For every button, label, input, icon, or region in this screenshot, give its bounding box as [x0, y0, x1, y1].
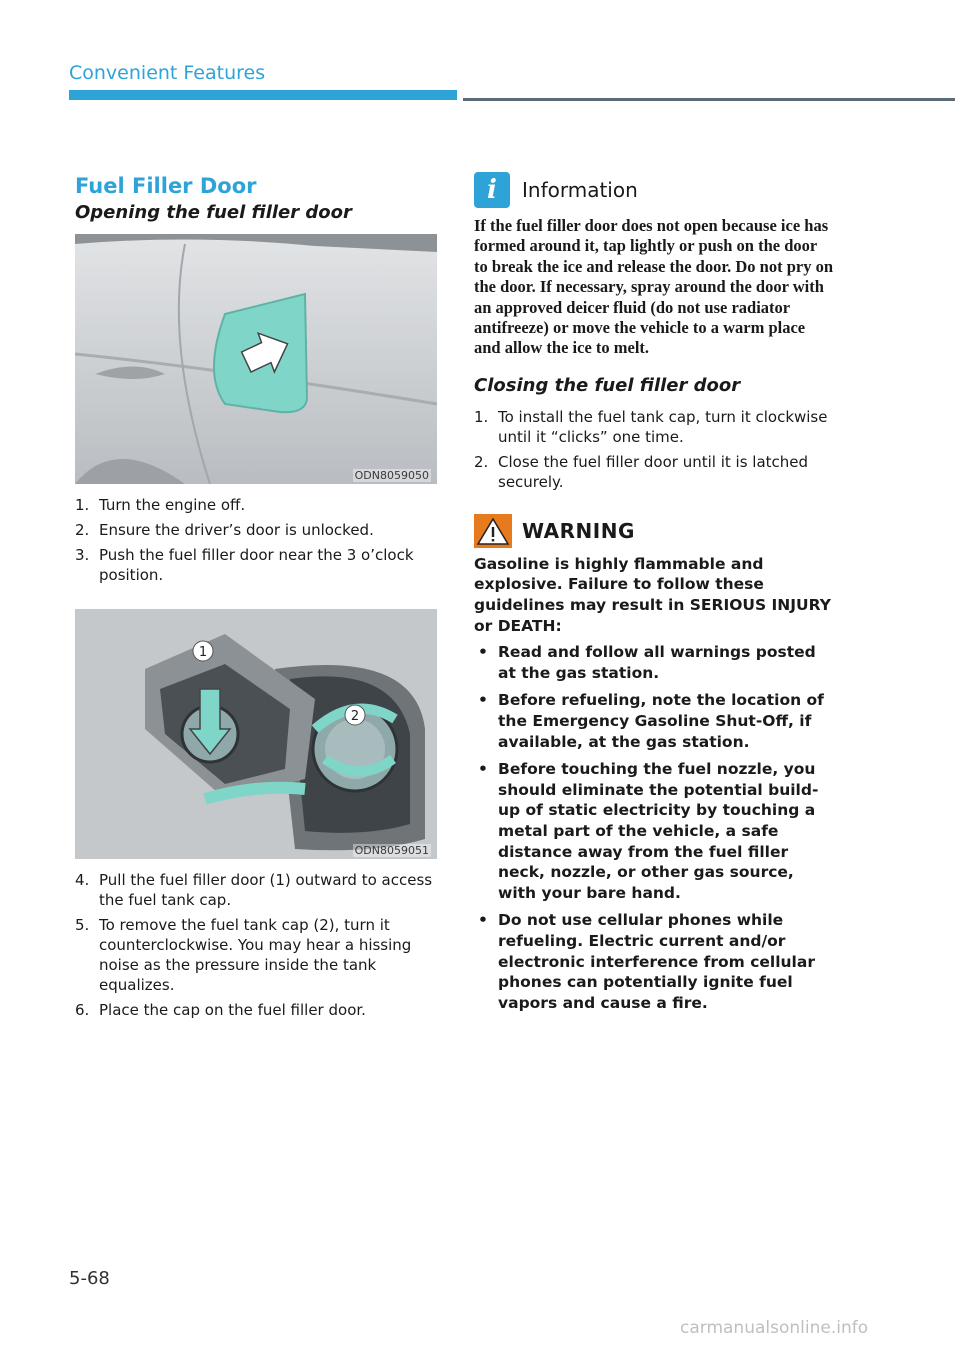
step-text: To remove the fuel tank cap (2), turn it counterclockwise. You may hear a hissing noise as the pressure inside the tank equalizes. — [99, 916, 412, 994]
closing-steps-list — [474, 407, 834, 492]
step-text: To install the fuel tank cap, turn it clockwise until it “clicks” one time. — [498, 407, 828, 446]
step-text: Pull the fuel filler door (1) outward to access the fuel tank cap. — [99, 871, 433, 909]
figure-fuel-door-push — [75, 234, 437, 484]
information-body: If the fuel filler door does not open because ice has formed around it, tap lightly or push on the door to break the ice and release the door. Do not pry on the door. If necessary, spray around the door with an approved deicer fluid (do not use radiator antifreeze) or move the vehicle to a warm place and allow the ice to melt. — [474, 216, 834, 358]
warning-bullets — [474, 642, 834, 1013]
figure2-caption: ODN8059051 — [354, 844, 429, 857]
list-item — [75, 870, 437, 910]
figure1-caption: ODN8059050 — [354, 469, 429, 482]
opening-steps-list — [75, 495, 437, 585]
information-header — [474, 172, 834, 208]
list-item — [75, 915, 437, 995]
chapter-title: Convenient Features — [69, 62, 266, 84]
left-column — [75, 172, 437, 1025]
step-number: 6. — [75, 1001, 90, 1019]
watermark: carmanualsonline.info — [680, 1318, 869, 1338]
step-number: 2. — [75, 521, 90, 539]
list-item — [75, 495, 437, 515]
warning-title: WARNING — [522, 518, 635, 543]
section-title: Fuel Filler Door — [75, 174, 257, 198]
step-text: Close the fuel filler door until it is latched securely. — [498, 452, 809, 491]
list-item: • Read and follow all warnings posted at the gas station. — [474, 642, 834, 683]
step-number: 4. — [75, 871, 90, 889]
right-column — [474, 172, 834, 1020]
info-icon: i — [474, 172, 510, 208]
header-accent-bar — [69, 90, 457, 100]
list-item: • Before refueling, note the location of the Emergency Gasoline Shut-Off, if available, at the gas station. — [474, 690, 834, 752]
figure-fuel-cap-open — [75, 609, 437, 859]
step-text: Ensure the driver’s door is unlocked. — [99, 521, 374, 539]
list-item — [474, 452, 834, 492]
step-text: Place the cap on the fuel filler door. — [99, 1001, 366, 1019]
warning-triangle-icon — [474, 514, 512, 548]
step-number: 1. — [474, 407, 489, 426]
list-item: • Do not use cellular phones while refueling. Electric current and/or electronic interference from cellular phones can potentially ignite fuel vapors and cause a fire. — [474, 910, 834, 1013]
warning-header — [474, 514, 834, 548]
figure2-label-2: 2 — [350, 709, 360, 724]
opening-subtitle: Opening the fuel filler door — [75, 202, 352, 223]
fuel-cap-illustration — [75, 609, 437, 859]
header-rule — [463, 98, 955, 101]
closing-subtitle: Closing the fuel filler door — [474, 374, 741, 396]
step-number: 5. — [75, 916, 90, 934]
list-item — [474, 407, 834, 447]
step-number: 2. — [474, 452, 489, 471]
step-text: Push the fuel filler door near the 3 o’clock position. — [99, 546, 414, 584]
warning-intro: Gasoline is highly flammable and explosive. Failure to follow these guidelines may result in SERIOUS INJURY or DEATH: — [474, 554, 831, 635]
step-number: 1. — [75, 496, 90, 514]
step-text: Turn the engine off. — [99, 496, 246, 514]
page-number: 5-68 — [69, 1268, 110, 1289]
list-item — [75, 545, 437, 585]
list-item — [75, 520, 437, 540]
information-title: Information — [522, 178, 638, 202]
car-body-illustration — [75, 234, 437, 484]
figure2-label-1: 1 — [198, 645, 208, 660]
list-item: • Before touching the fuel nozzle, you should eliminate the potential build-up of static electricity by touching a metal part of the vehicle, a safe distance away from the fuel filler neck, nozzle, or other gas source, with your bare hand. — [474, 759, 834, 903]
removal-steps-list — [75, 870, 437, 1020]
list-item — [75, 1000, 437, 1020]
step-number: 3. — [75, 546, 90, 564]
